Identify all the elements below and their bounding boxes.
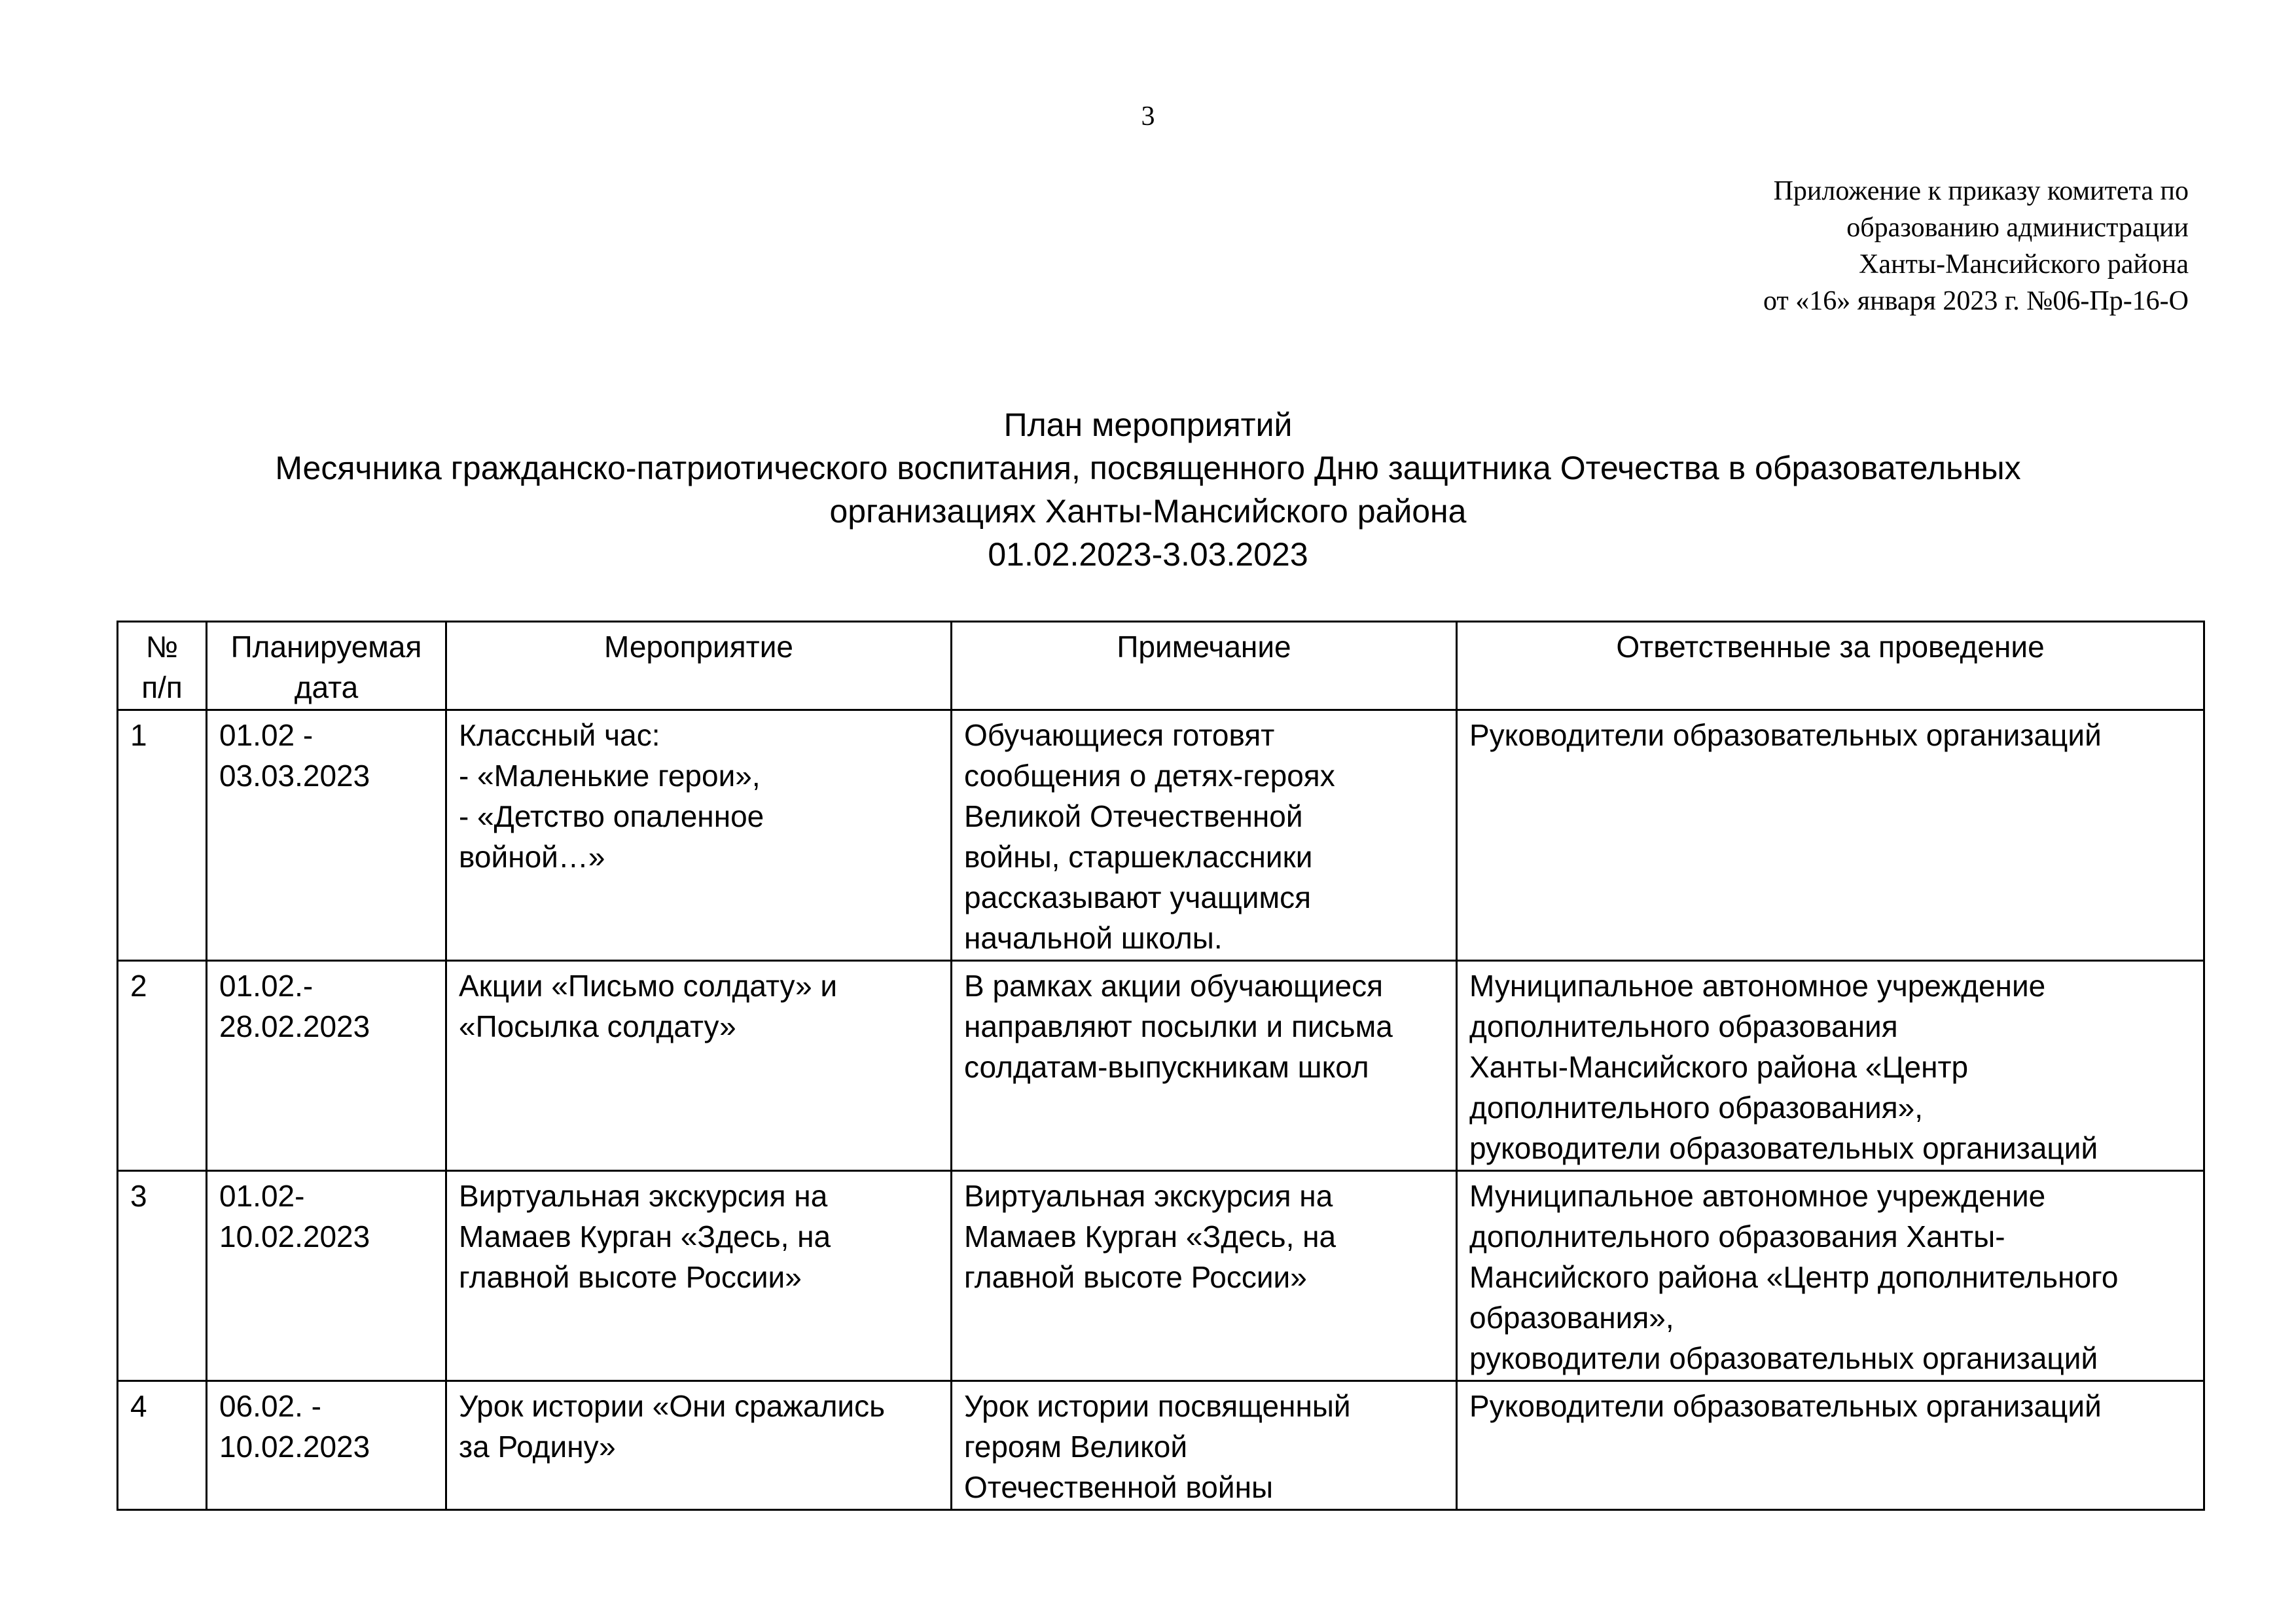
table-header-row <box>118 622 2204 710</box>
cell-line: Обучающиеся готовят <box>964 718 1275 752</box>
cell-line: главной высоте России» <box>964 1260 1307 1294</box>
cell-note <box>952 1381 1457 1510</box>
header-line: Ответственные за проведение <box>1616 630 2045 664</box>
cell-line: Муниципальное автономное учреждение <box>1469 969 2046 1003</box>
cell-responsible <box>1457 710 2204 961</box>
header-planned-date <box>207 622 446 710</box>
appendix-line: Ханты-Мансийского района <box>1859 249 2189 280</box>
cell-line: войной…» <box>459 840 605 874</box>
title-line: План мероприятий <box>1003 406 1293 443</box>
cell-number <box>118 1171 207 1381</box>
cell-line: «Посылка солдату» <box>459 1009 736 1043</box>
cell-responsible <box>1457 1171 2204 1381</box>
cell-line: Урок истории «Они сражались <box>459 1389 886 1423</box>
title-line: Месячника гражданско-патриотического воспитания, посвященного Дню защитника Отечества в образовательных <box>275 450 2021 486</box>
cell-line: 10.02.2023 <box>219 1219 370 1254</box>
cell-responsible <box>1457 1381 2204 1510</box>
cell-line: 1 <box>130 718 147 752</box>
cell-date <box>207 710 446 961</box>
cell-line: 2 <box>130 969 147 1003</box>
cell-line: руководители образовательных организаций <box>1469 1131 2098 1165</box>
cell-line: Мамаев Курган «Здесь, на <box>964 1219 1336 1254</box>
header-line: п/п <box>141 670 183 704</box>
cell-line: войны, старшеклассники <box>964 840 1313 874</box>
header-number <box>118 622 207 710</box>
cell-line: направляют посылки и письма <box>964 1009 1393 1043</box>
appendix-line: от «16» января 2023 г. №06-Пр-16-О <box>1763 286 2189 316</box>
cell-line: 01.02- <box>219 1179 305 1213</box>
cell-date <box>207 1171 446 1381</box>
cell-line: Руководители образовательных организаций <box>1469 1389 2102 1423</box>
cell-note <box>952 1171 1457 1381</box>
cell-line: сообщения о детях-героях <box>964 759 1335 793</box>
appendix-note <box>1534 173 2189 319</box>
cell-line: за Родину» <box>459 1430 616 1464</box>
cell-line: Мамаев Курган «Здесь, на <box>459 1219 831 1254</box>
cell-number <box>118 1381 207 1510</box>
cell-date <box>207 961 446 1171</box>
cell-line: 28.02.2023 <box>219 1009 370 1043</box>
cell-line: Акции «Письмо солдату» и <box>459 969 838 1003</box>
header-line: Примечание <box>1117 630 1291 664</box>
cell-note <box>952 710 1457 961</box>
header-responsible <box>1457 622 2204 710</box>
appendix-line: образованию администрации <box>1846 213 2189 243</box>
cell-line: дополнительного образования Ханты- <box>1469 1219 2005 1254</box>
cell-line: Муниципальное автономное учреждение <box>1469 1179 2046 1213</box>
cell-event <box>446 1171 952 1381</box>
cell-event <box>446 961 952 1171</box>
cell-line: 06.02. - <box>219 1389 321 1423</box>
table-row <box>118 961 2204 1171</box>
cell-number <box>118 710 207 961</box>
title-line: организациях Ханты-Мансийского района <box>829 493 1467 530</box>
cell-date <box>207 1381 446 1510</box>
cell-line: рассказывают учащимся <box>964 880 1311 914</box>
cell-line: героям Великой <box>964 1430 1188 1464</box>
cell-line: 4 <box>130 1389 147 1423</box>
table-row <box>118 710 2204 961</box>
cell-line: Урок истории посвященный <box>964 1389 1351 1423</box>
header-line: № <box>145 630 179 664</box>
cell-line: солдатам-выпускникам школ <box>964 1050 1369 1084</box>
cell-line: Виртуальная экскурсия на <box>964 1179 1333 1213</box>
header-event <box>446 622 952 710</box>
cell-note <box>952 961 1457 1171</box>
cell-event <box>446 1381 952 1510</box>
cell-line: 01.02 - <box>219 718 314 752</box>
cell-line: дополнительного образования <box>1469 1009 1898 1043</box>
cell-line: Классный час: <box>459 718 660 752</box>
cell-line: руководители образовательных организаций <box>1469 1341 2098 1375</box>
cell-line: В рамках акции обучающиеся <box>964 969 1383 1003</box>
document-title <box>0 403 2296 576</box>
cell-line: 03.03.2023 <box>219 759 370 793</box>
cell-line: - «Детство опаленное <box>459 799 764 833</box>
cell-event <box>446 710 952 961</box>
cell-line: 01.02.- <box>219 969 314 1003</box>
table-row <box>118 1381 2204 1510</box>
table-row <box>118 1171 2204 1381</box>
cell-line: Ханты-Мансийского района «Центр <box>1469 1050 1969 1084</box>
cell-line: дополнительного образования», <box>1469 1091 1923 1125</box>
appendix-line: Приложение к приказу комитета по <box>1773 176 2189 206</box>
cell-line: Руководители образовательных организаций <box>1469 718 2102 752</box>
header-line: Планируемая <box>230 630 422 664</box>
cell-line: начальной школы. <box>964 921 1223 955</box>
cell-line: Отечественной войны <box>964 1470 1274 1504</box>
header-line: Мероприятие <box>603 630 794 664</box>
header-line: дата <box>294 670 359 704</box>
title-period: 01.02.2023-3.03.2023 <box>988 536 1308 573</box>
cell-line: Великой Отечественной <box>964 799 1303 833</box>
cell-number <box>118 961 207 1171</box>
page-number: 3 <box>1141 101 1155 132</box>
cell-responsible <box>1457 961 2204 1171</box>
cell-line: Мансийского района «Центр дополнительного <box>1469 1260 2119 1294</box>
cell-line: 10.02.2023 <box>219 1430 370 1464</box>
cell-line: 3 <box>130 1179 147 1213</box>
events-plan-table <box>117 621 2205 1511</box>
cell-line: главной высоте России» <box>459 1260 802 1294</box>
cell-line: образования», <box>1469 1301 1674 1335</box>
header-note <box>952 622 1457 710</box>
cell-line: Виртуальная экскурсия на <box>459 1179 828 1213</box>
cell-line: - «Маленькие герои», <box>459 759 761 793</box>
